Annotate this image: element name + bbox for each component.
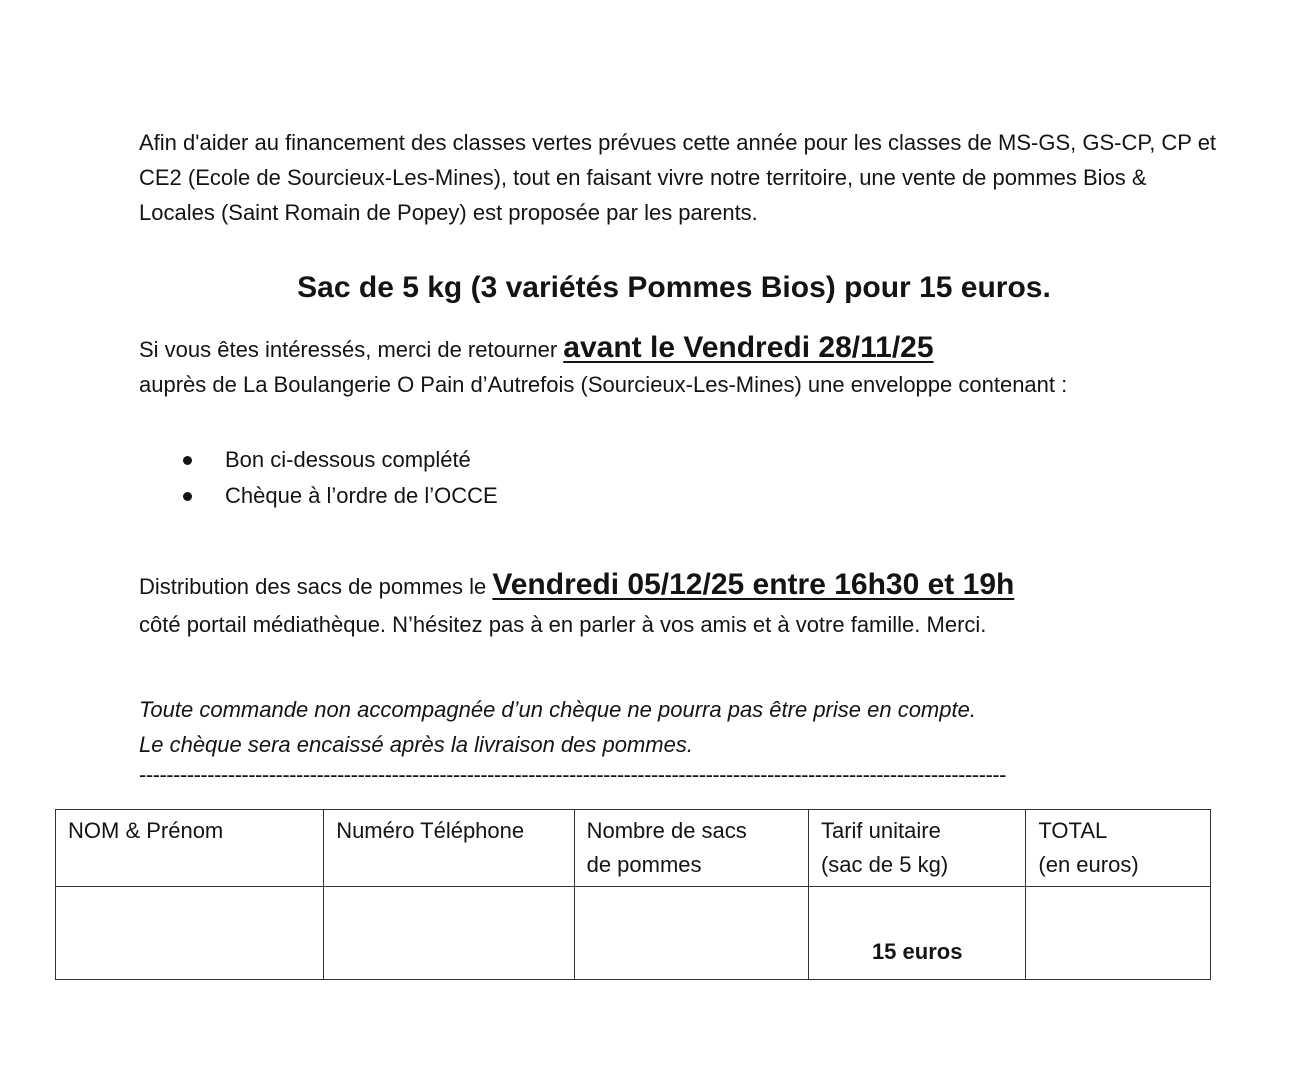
- header-total-line-2: (en euros): [1038, 852, 1139, 877]
- instructions-paragraph: [139, 330, 1229, 402]
- header-name-label: NOM & Prénom: [68, 818, 224, 843]
- distribution-paragraph: [139, 566, 1239, 644]
- warning-note: [139, 692, 1219, 762]
- table-row: [56, 887, 1211, 980]
- distribution-rest: côté portail médiathèque. N’hésitez pas à en parler à vos amis et à votre famille. Merci.: [139, 612, 987, 637]
- table-header-row: [56, 810, 1211, 887]
- header-total-line-1: TOTAL: [1038, 818, 1108, 843]
- list-item-label: Bon ci-dessous complété: [225, 447, 471, 472]
- header-bag-count: [574, 810, 808, 887]
- offer-headline: Sac de 5 kg (3 variétés Pommes Bios) pour 15 euros.: [297, 271, 1051, 304]
- header-price-line-1: Tarif unitaire: [820, 818, 941, 843]
- header-phone: [324, 810, 574, 887]
- required-items-list: [139, 442, 498, 514]
- bullet-icon: [183, 456, 192, 465]
- header-count-line-1: Nombre de sacs: [586, 818, 747, 843]
- bullet-icon: [183, 492, 192, 501]
- instructions-rest: auprès de La Boulangerie O Pain d’Autrefois (Sourcieux-Les-Mines) une enveloppe contenant :: [139, 372, 1068, 397]
- warning-line-2: Le chèque sera encaissé après la livraison des pommes.: [139, 732, 693, 757]
- order-form-table: [55, 809, 1211, 980]
- header-name: [56, 810, 324, 887]
- list-item-label: Chèque à l’ordre de l’OCCE: [225, 483, 498, 508]
- list-item: [139, 478, 498, 514]
- header-count-line-2: de pommes: [586, 852, 702, 877]
- deadline-text: avant le Vendredi 28/11/25: [563, 331, 934, 364]
- distribution-lead: Distribution des sacs de pommes le: [139, 574, 493, 599]
- list-item: [139, 442, 498, 478]
- bag-count-cell[interactable]: [574, 887, 808, 980]
- name-cell[interactable]: [56, 887, 324, 980]
- distribution-date: Vendredi 05/12/25 entre 16h30 et 19h: [492, 568, 1015, 601]
- header-price-line-2: (sac de 5 kg): [820, 852, 949, 877]
- instructions-lead: Si vous êtes intéressés, merci de retourner: [139, 337, 564, 362]
- unit-price-cell: [808, 887, 1025, 980]
- intro-paragraph: Afin d'aider au financement des classes vertes prévues cette année pour les classes de MS-GS, GS-CP, CP et CE2 (Ecole de Sourcieux-Les-Mines), tout en faisant vivre notre territoire, une vente de pommes Bios & Locales (Saint Romain de Popey) est proposée par les parents.: [139, 130, 1217, 225]
- header-total: [1026, 810, 1211, 887]
- cut-line-divider: -------------------------------------------------------------------------------------------------------------------------------: [139, 762, 1006, 787]
- phone-cell[interactable]: [324, 887, 574, 980]
- header-phone-label: Numéro Téléphone: [336, 818, 525, 843]
- unit-price-value: 15 euros: [871, 939, 963, 964]
- warning-line-1: Toute commande non accompagnée d’un chèque ne pourra pas être prise en compte.: [139, 697, 976, 722]
- header-unit-price: [808, 810, 1025, 887]
- total-cell[interactable]: [1026, 887, 1211, 980]
